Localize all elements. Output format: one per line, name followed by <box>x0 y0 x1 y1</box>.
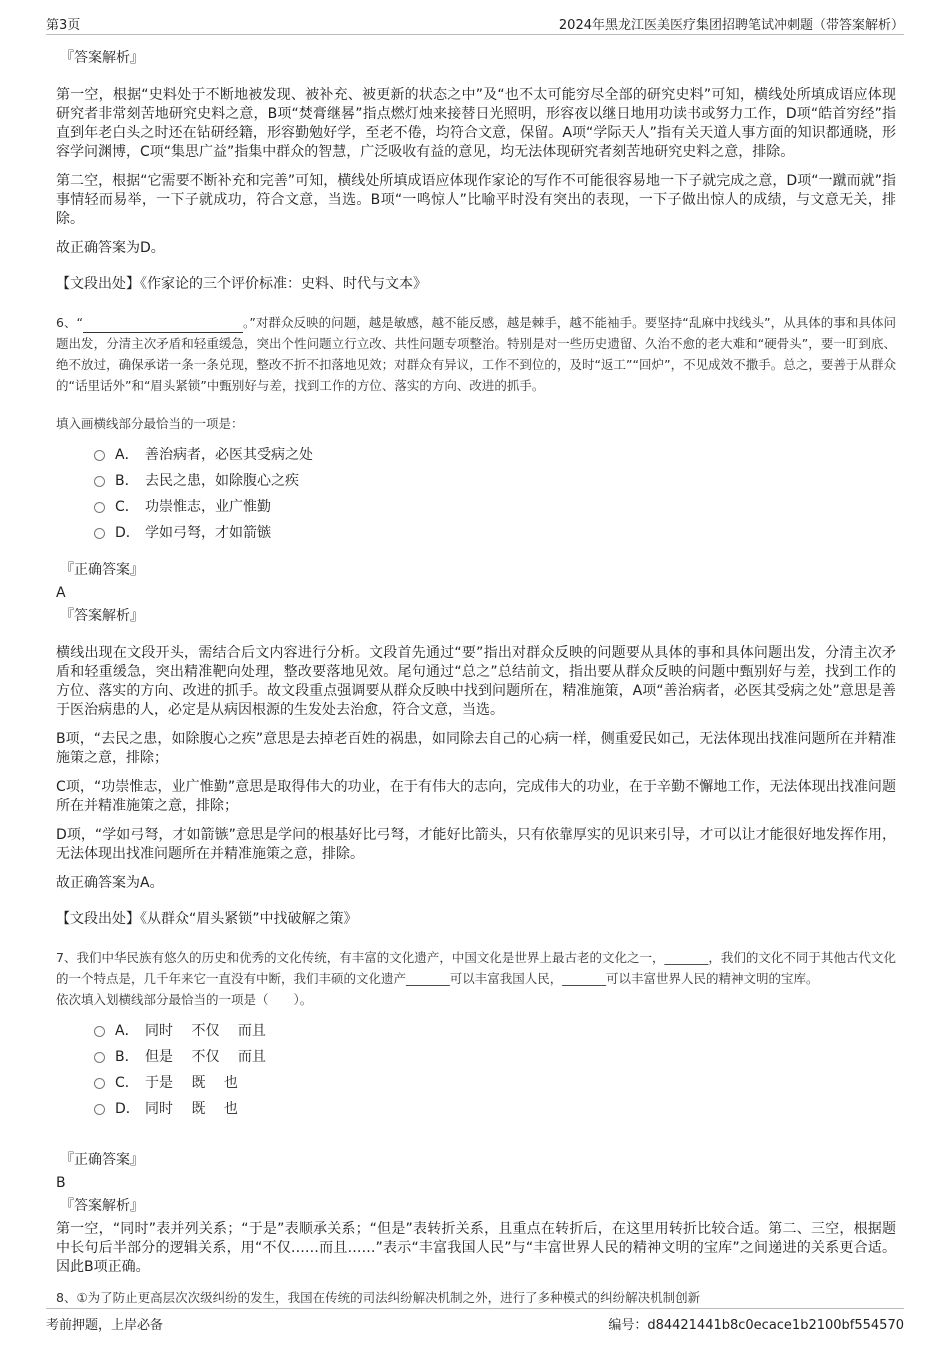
radio-icon[interactable] <box>94 1078 105 1089</box>
analysis-paragraph: 第一空，根据“史料处于不断地被发现、被补充、被更新的状态之中”及“也不太可能穷尽全部的研究史料”可知，横线处所填成语应体现研究者非常刻苦地研究史料之意，B项“焚膏继晷”指点燃灯烛来接替日光照明，形容夜以继日地用功读书或努力工作，D项“皓首穷经”指直到年老白头之时还在钻研经籍，形容勤勉好学，至老不倦，均符合文意，保留。A项“学际天人”指有关天道人事方面的知识都通晓，形容学问渊博，C项“集思广益”指集中群众的智慧，广泛吸收有益的意见，均无法体现研究者刻苦地研究史料之意，排除。 <box>56 87 896 160</box>
main-content <box>56 44 896 1308</box>
question-stem: 8、①为了防止更高层次次级纠纷的发生，我国在传统的司法纠纷解决机制之外，进行了多种模式的纠纷解决机制创新 <box>56 1290 701 1305</box>
option-list <box>94 1018 896 1122</box>
correct-answer-heading: 『正确答案』 <box>60 1152 144 1168</box>
analysis-heading: 『答案解析』 <box>60 608 144 624</box>
answer-blank <box>83 318 243 333</box>
question-prompt: 依次填入划横线部分最恰当的一项是（ ）。 <box>56 992 313 1007</box>
document-title: 2024年黑龙江医美医疗集团招聘笔试冲刺题（带答案解析） <box>558 18 904 33</box>
question-prompt: 填入画横线部分最恰当的一项是： <box>56 416 244 431</box>
correct-answer: A <box>56 585 66 601</box>
analysis-paragraph: C项，“功崇惟志，业广惟勤”意思是取得伟大的功业，在于有伟大的志向，完成伟大的功业，在于辛勤不懈地工作，无法体现出找准问题所在并精准施策之意，排除； <box>56 779 896 814</box>
option-d[interactable]: D． 同时 既 也 <box>94 1096 896 1122</box>
analysis-paragraph: 横线出现在文段开头，需结合后文内容进行分析。文段首先通过“要”指出对群众反映的问题要从具体的事和具体问题出发，分清主次矛盾和轻重缓急，突出精准靶向处理，整改要落地见效。尾句通过“总之”总结前文，指出要从群众反映的问题中甄别好与差，找到工作的方位、落实的方向、改进的抓手。故文段重点强调要从群众反映中找到问题所在，精准施策，A项“善治病者，必医其受病之处”意思是善于医治病患的人，必定是从病因根源的生发处去治愈，符合文意，当选。 <box>56 645 896 718</box>
option-d[interactable]: D． 学如弓弩，才如箭镞 <box>94 520 896 546</box>
option-a[interactable]: A． 同时 不仅 而且 <box>94 1018 896 1044</box>
correct-answer: B <box>56 1175 66 1191</box>
question-8 <box>56 1287 896 1308</box>
radio-icon[interactable] <box>94 1052 105 1063</box>
analysis-conclusion: 故正确答案为D。 <box>56 240 165 256</box>
option-list <box>94 442 896 546</box>
question-6 <box>56 312 896 929</box>
analysis-heading: 『答案解析』 <box>60 1198 144 1214</box>
radio-icon[interactable] <box>94 1104 105 1115</box>
radio-icon[interactable] <box>94 476 105 487</box>
analysis-paragraph: 第二空，根据“它需要不断补充和完善”可知，横线处所填成语应体现作家论的写作不可能很容易地一下子就完成之意，D项“一蹴而就”指事情轻而易举，一下子就成功，符合文意，当选。B项“一鸣惊人”比喻平时没有突出的表现，一下子做出惊人的成绩，与文意无关，排除。 <box>56 173 896 227</box>
analysis-conclusion: 故正确答案为A。 <box>56 875 164 891</box>
footer-slogan: 考前押题，上岸必备 <box>46 1318 164 1333</box>
document-id: 编号：d84421441b8c0ecace1b2100bf554570 <box>608 1318 904 1333</box>
question-stem: 6、“ 。”对群众反映的问题，越是敏感，越不能反感，越是棘手，越不能袖手。要坚持“乱麻中找线头”，从具体的事和具体问题出发，分清主次矛盾和轻重缓急，突出个性问题立行立改、共性问题专项整治。特别是对一些历史遗留、久治不愈的老大难和“硬骨头”，要一盯到底、绝不放过，确保承诺一条一条兑现，整改不折不扣落地见效；对群众有异议，工作不到位的，及时“返工”“回炉”，不见成效不撒手。总之，要善于从群众的“话里话外”和“眉头紧锁”中甄别好与差，找到工作的方位、落实的方向、改进的抓手。 <box>56 315 896 393</box>
page-number: 第3页 <box>46 18 81 33</box>
question-5-analysis <box>56 48 896 294</box>
radio-icon[interactable] <box>94 502 105 513</box>
option-c[interactable]: C． 功崇惟志，业广惟勤 <box>94 494 896 520</box>
page-header <box>46 12 904 35</box>
passage-source: 【文段出处】《从群众“眉头紧锁”中找破解之策》 <box>56 911 358 927</box>
option-a[interactable]: A． 善治病者，必医其受病之处 <box>94 442 896 468</box>
option-b[interactable]: B． 但是 不仅 而且 <box>94 1044 896 1070</box>
correct-answer-heading: 『正确答案』 <box>60 562 144 578</box>
analysis-heading: 『答案解析』 <box>60 50 144 66</box>
radio-icon[interactable] <box>94 1026 105 1037</box>
radio-icon[interactable] <box>94 528 105 539</box>
question-stem: 7、我们中华民族有悠久的历史和优秀的文化传统，有丰富的文化遗产，中国文化是世界上最古老的文化之一，_______，我们的文化不同于其他古代文化的一个特点是，几千年来它一直没有中断，我们丰硕的文化遗产_______可以丰富我国人民，_______可以丰富世界人民的精神文明的宝库。 <box>56 950 896 986</box>
radio-icon[interactable] <box>94 450 105 461</box>
passage-source: 【文段出处】《作家论的三个评价标准：史料、时代与文本》 <box>56 276 427 292</box>
analysis-paragraph: 第一空，“同时”表并列关系；“于是”表顺承关系；“但是”表转折关系，且重点在转折后，在这里用转折比较合适。第二、三空，根据题中长句后半部分的逻辑关系，用“不仅……而且……”表示“丰富我国人民”与“丰富世界人民的精神文明的宝库”之间递进的关系更合适。因此B项正确。 <box>56 1221 896 1275</box>
analysis-paragraph: B项，“去民之患，如除腹心之疾”意思是去掉老百姓的祸患，如同除去自己的心病一样，侧重爱民如己，无法体现出找准问题所在并精准施策之意，排除； <box>56 731 896 766</box>
option-c[interactable]: C． 于是 既 也 <box>94 1070 896 1096</box>
page-footer <box>46 1308 904 1331</box>
option-b[interactable]: B． 去民之患，如除腹心之疾 <box>94 468 896 494</box>
analysis-paragraph: D项，“学如弓弩，才如箭镞”意思是学问的根基好比弓弩，才能好比箭头，只有依靠厚实的见识来引导，才可以让才能很好地发挥作用，无法体现出找准问题所在并精准施策之意，排除。 <box>56 827 896 862</box>
question-7 <box>56 947 896 1277</box>
